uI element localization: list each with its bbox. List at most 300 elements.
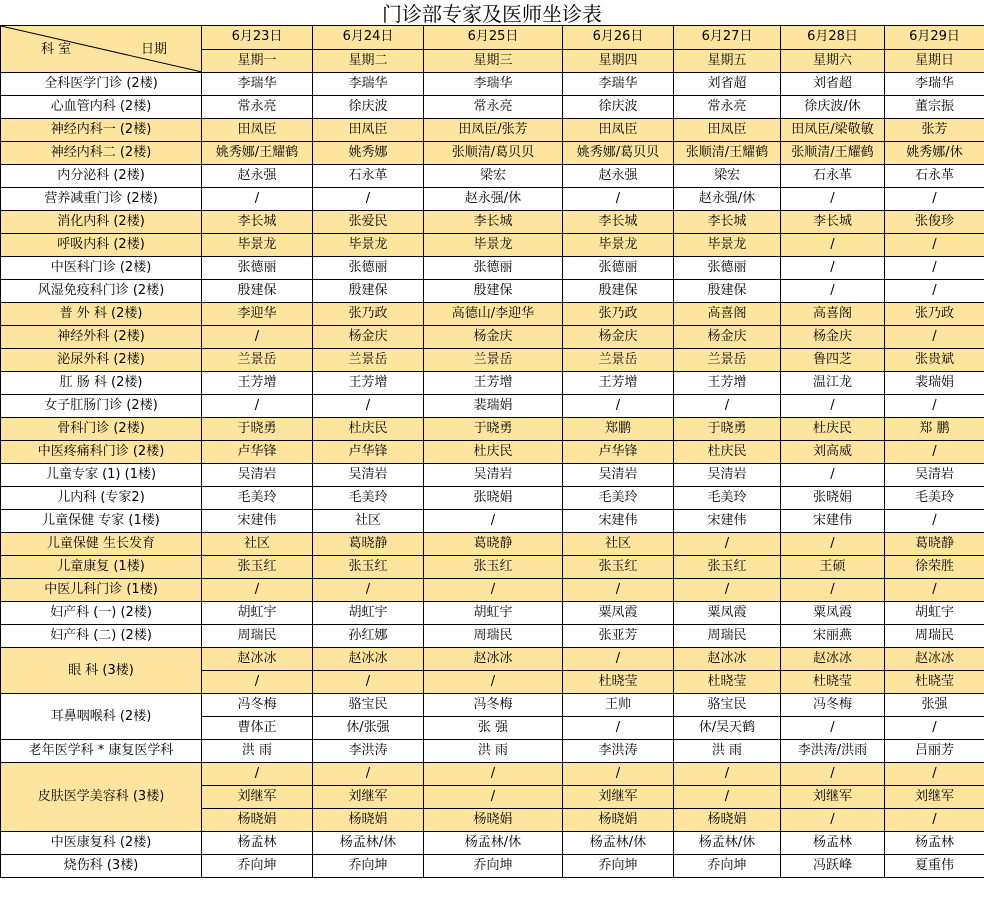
department-cell: 儿童保健 生长发育 — [1, 533, 202, 556]
doctor-cell: / — [885, 326, 984, 349]
doctor-cell: 张亚芳 — [563, 625, 674, 648]
department-cell: 老年医学科 * 康复医学科 — [1, 740, 202, 763]
weekday-cell: 星期一 — [202, 49, 313, 73]
doctor-cell: 张乃政 — [313, 303, 424, 326]
doctor-cell: 张玉红 — [202, 556, 313, 579]
doctor-cell: 兰景岳 — [424, 349, 563, 372]
doctor-cell: 毛美玲 — [313, 487, 424, 510]
doctor-cell: 杨孟林/休 — [563, 832, 674, 855]
doctor-cell: 姚秀娜 — [313, 142, 424, 165]
doctor-cell: 刘继军 — [202, 786, 313, 809]
doctor-cell: / — [563, 717, 674, 740]
department-cell: 肛 肠 科 (2楼) — [1, 372, 202, 395]
doctor-cell: 赵冰冰 — [202, 648, 313, 671]
doctor-cell: 葛晓静 — [424, 533, 563, 556]
doctor-cell: 李洪涛 — [563, 740, 674, 763]
doctor-cell: 董宗振 — [885, 96, 984, 119]
doctor-cell: / — [313, 763, 424, 786]
doctor-cell: 张德丽 — [202, 257, 313, 280]
doctor-cell: 王芳增 — [424, 372, 563, 395]
department-cell: 皮肤医学美容科 (3楼) — [1, 763, 202, 832]
doctor-cell: / — [424, 510, 563, 533]
doctor-cell: 赵冰冰 — [674, 648, 781, 671]
doctor-cell: / — [674, 533, 781, 556]
doctor-cell: 杨晓娟 — [674, 809, 781, 832]
table-row — [1, 349, 984, 372]
weekday-cell: 星期六 — [781, 49, 885, 73]
doctor-cell: 宋丽燕 — [781, 625, 885, 648]
doctor-cell: / — [781, 280, 885, 303]
table-row — [1, 556, 984, 579]
doctor-cell: 裴瑞娟 — [424, 395, 563, 418]
table-row — [1, 648, 984, 671]
doctor-cell: 温江龙 — [781, 372, 885, 395]
doctor-cell: 赵永强/休 — [424, 188, 563, 211]
corner-department-label: 科 室 — [41, 42, 72, 57]
doctor-cell: 乔向坤 — [674, 855, 781, 878]
doctor-cell: 冯冬梅 — [424, 694, 563, 717]
department-cell: 神经内科一 (2楼) — [1, 119, 202, 142]
doctor-cell: 曹体正 — [202, 717, 313, 740]
doctor-cell: / — [563, 763, 674, 786]
doctor-cell: 张德丽 — [674, 257, 781, 280]
doctor-cell: 孙红娜 — [313, 625, 424, 648]
table-row — [1, 303, 984, 326]
department-cell: 呼吸内科 (2楼) — [1, 234, 202, 257]
department-cell: 营养减重门诊 (2楼) — [1, 188, 202, 211]
doctor-cell: 吴清岩 — [202, 464, 313, 487]
doctor-cell: / — [202, 763, 313, 786]
doctor-cell: 洪 雨 — [674, 740, 781, 763]
doctor-cell: 于晓勇 — [202, 418, 313, 441]
doctor-cell: / — [781, 234, 885, 257]
doctor-cell: / — [781, 763, 885, 786]
doctor-cell: 张强 — [885, 694, 984, 717]
doctor-cell: / — [202, 579, 313, 602]
doctor-cell: 吴清岩 — [424, 464, 563, 487]
doctor-cell: 杜晓莹 — [674, 671, 781, 694]
page-title: 门诊部专家及医师坐诊表 — [382, 2, 602, 26]
doctor-cell: 杜庆民 — [313, 418, 424, 441]
doctor-cell: 郑鹏 — [563, 418, 674, 441]
doctor-cell: 张俊珍 — [885, 211, 984, 234]
doctor-cell: 兰景岳 — [674, 349, 781, 372]
doctor-cell: / — [781, 533, 885, 556]
table-row — [1, 73, 984, 96]
table-row — [1, 487, 984, 510]
header-date-row — [1, 26, 984, 50]
doctor-cell: 乔向坤 — [563, 855, 674, 878]
table-row — [1, 441, 984, 464]
doctor-cell: 王芳增 — [563, 372, 674, 395]
doctor-cell: 李长城 — [781, 211, 885, 234]
doctor-cell: / — [313, 395, 424, 418]
doctor-cell: 杨孟林 — [781, 832, 885, 855]
doctor-cell: / — [563, 395, 674, 418]
doctor-cell: / — [424, 671, 563, 694]
doctor-cell: 吴清岩 — [313, 464, 424, 487]
table-row — [1, 372, 984, 395]
doctor-cell: 冯跃峰 — [781, 855, 885, 878]
date-cell: 6月26日 — [563, 26, 674, 50]
doctor-cell: 毛美玲 — [202, 487, 313, 510]
doctor-cell: / — [781, 188, 885, 211]
doctor-cell: / — [202, 188, 313, 211]
doctor-cell: 杨金庆 — [674, 326, 781, 349]
doctor-cell: / — [885, 395, 984, 418]
doctor-cell: 李长城 — [563, 211, 674, 234]
table-row — [1, 579, 984, 602]
department-cell: 儿童康复 (1楼) — [1, 556, 202, 579]
doctor-cell: 王帅 — [563, 694, 674, 717]
doctor-cell: 殷建保 — [563, 280, 674, 303]
doctor-cell: 田凤臣 — [313, 119, 424, 142]
doctor-cell: 张顺清/王耀鹤 — [781, 142, 885, 165]
doctor-cell: 张玉红 — [424, 556, 563, 579]
doctor-cell: 胡虹宇 — [202, 602, 313, 625]
table-row — [1, 602, 984, 625]
doctor-cell: 杜庆民 — [424, 441, 563, 464]
doctor-cell: 李瑞华 — [313, 73, 424, 96]
doctor-cell: 葛晓静 — [885, 533, 984, 556]
doctor-cell: 粟凤霞 — [674, 602, 781, 625]
doctor-cell: 常永亮 — [424, 96, 563, 119]
doctor-cell: / — [885, 579, 984, 602]
doctor-cell: 张芳 — [885, 119, 984, 142]
doctor-cell: 宋建伟 — [202, 510, 313, 533]
doctor-cell: 周瑞民 — [885, 625, 984, 648]
doctor-cell: / — [424, 763, 563, 786]
doctor-cell: 殷建保 — [313, 280, 424, 303]
doctor-cell: 殷建保 — [202, 280, 313, 303]
doctor-cell: / — [313, 188, 424, 211]
doctor-cell: 杜晓莹 — [781, 671, 885, 694]
doctor-cell: 杨晓娟 — [313, 809, 424, 832]
department-cell: 泌尿外科 (2楼) — [1, 349, 202, 372]
table-row — [1, 280, 984, 303]
department-cell: 骨科门诊 (2楼) — [1, 418, 202, 441]
doctor-cell: 李长城 — [674, 211, 781, 234]
table-row — [1, 326, 984, 349]
doctor-cell: 田凤臣 — [202, 119, 313, 142]
department-cell: 消化内科 (2楼) — [1, 211, 202, 234]
doctor-cell: / — [674, 395, 781, 418]
doctor-cell: 殷建保 — [424, 280, 563, 303]
table-row — [1, 855, 984, 878]
doctor-cell: 兰景岳 — [202, 349, 313, 372]
doctor-cell: 毕景龙 — [313, 234, 424, 257]
doctor-cell: / — [885, 441, 984, 464]
doctor-cell: 胡虹宇 — [885, 602, 984, 625]
department-cell: 儿内科 (专家2) — [1, 487, 202, 510]
date-cell: 6月23日 — [202, 26, 313, 50]
doctor-cell: 胡虹宇 — [313, 602, 424, 625]
department-cell: 中医科门诊 (2楼) — [1, 257, 202, 280]
doctor-cell: / — [313, 671, 424, 694]
table-row — [1, 119, 984, 142]
date-cell: 6月25日 — [424, 26, 563, 50]
corner-diagonal — [1, 26, 202, 72]
table-row — [1, 395, 984, 418]
department-cell: 心血管内科 (2楼) — [1, 96, 202, 119]
doctor-cell: 杨金庆 — [781, 326, 885, 349]
doctor-cell: 王芳增 — [202, 372, 313, 395]
doctor-cell: 杜晓莹 — [563, 671, 674, 694]
doctor-cell: / — [885, 763, 984, 786]
doctor-cell: 休/张强 — [313, 717, 424, 740]
doctor-cell: 骆宝民 — [313, 694, 424, 717]
doctor-cell: 杨晓娟 — [563, 809, 674, 832]
doctor-cell: 石永革 — [313, 165, 424, 188]
doctor-cell: / — [674, 763, 781, 786]
table-row — [1, 740, 984, 763]
doctor-cell: 殷建保 — [674, 280, 781, 303]
doctor-cell: 刘继军 — [563, 786, 674, 809]
doctor-cell: 洪 雨 — [202, 740, 313, 763]
department-cell: 中医康复科 (2楼) — [1, 832, 202, 855]
doctor-cell: 姚秀娜/葛贝贝 — [563, 142, 674, 165]
doctor-cell: 李洪涛 — [313, 740, 424, 763]
doctor-cell: 李洪涛/洪雨 — [781, 740, 885, 763]
doctor-cell: / — [674, 579, 781, 602]
doctor-cell: 赵冰冰 — [424, 648, 563, 671]
department-cell: 耳鼻咽喉科 (2楼) — [1, 694, 202, 740]
doctor-cell: 杨金庆 — [563, 326, 674, 349]
doctor-cell: 兰景岳 — [313, 349, 424, 372]
corner-header-cell — [1, 26, 202, 73]
doctor-cell: 冯冬梅 — [202, 694, 313, 717]
doctor-cell: 杨金庆 — [313, 326, 424, 349]
department-cell: 妇产科 (二) (2楼) — [1, 625, 202, 648]
doctor-cell: 吕丽芳 — [885, 740, 984, 763]
doctor-cell: 高德山/李迎华 — [424, 303, 563, 326]
doctor-cell: 冯冬梅 — [781, 694, 885, 717]
doctor-cell: 梁宏 — [424, 165, 563, 188]
weekday-cell: 星期二 — [313, 49, 424, 73]
doctor-cell: 田凤臣 — [674, 119, 781, 142]
doctor-cell: 高喜阁 — [781, 303, 885, 326]
department-cell: 内分泌科 (2楼) — [1, 165, 202, 188]
doctor-cell: 张德丽 — [313, 257, 424, 280]
doctor-cell: 王芳增 — [674, 372, 781, 395]
table-row — [1, 234, 984, 257]
doctor-cell: 社区 — [202, 533, 313, 556]
doctor-cell: 毕景龙 — [674, 234, 781, 257]
doctor-cell: 毕景龙 — [202, 234, 313, 257]
date-cell: 6月29日 — [885, 26, 984, 50]
weekday-cell: 星期三 — [424, 49, 563, 73]
doctor-cell: 刘继军 — [313, 786, 424, 809]
doctor-cell: 于晓勇 — [674, 418, 781, 441]
doctor-cell: 徐庆波 — [563, 96, 674, 119]
doctor-cell: 常永亮 — [674, 96, 781, 119]
doctor-cell: 高喜阁 — [674, 303, 781, 326]
doctor-cell: 休/吴天鹤 — [674, 717, 781, 740]
doctor-cell: 周瑞民 — [202, 625, 313, 648]
doctor-cell: 张德丽 — [563, 257, 674, 280]
doctor-cell: 吴清岩 — [674, 464, 781, 487]
doctor-cell: 毛美玲 — [563, 487, 674, 510]
table-row — [1, 142, 984, 165]
doctor-cell: 张晓娟 — [424, 487, 563, 510]
doctor-cell: 杨孟林/休 — [313, 832, 424, 855]
doctor-cell: 田凤臣/张芳 — [424, 119, 563, 142]
doctor-cell: 李瑞华 — [202, 73, 313, 96]
doctor-cell: / — [885, 257, 984, 280]
doctor-cell: 赵冰冰 — [313, 648, 424, 671]
doctor-cell: 毕景龙 — [563, 234, 674, 257]
department-cell: 妇产科 (一) (2楼) — [1, 602, 202, 625]
weekday-cell: 星期四 — [563, 49, 674, 73]
department-cell: 神经外科 (2楼) — [1, 326, 202, 349]
doctor-cell: / — [563, 648, 674, 671]
doctor-cell: 赵永强/休 — [674, 188, 781, 211]
department-cell: 中医疼痛科门诊 (2楼) — [1, 441, 202, 464]
doctor-cell: 张顺清/王耀鹤 — [674, 142, 781, 165]
table-row — [1, 418, 984, 441]
doctor-cell: / — [885, 280, 984, 303]
doctor-cell: 杜晓莹 — [885, 671, 984, 694]
table-row — [1, 832, 984, 855]
department-cell: 中医儿科门诊 (1楼) — [1, 579, 202, 602]
doctor-cell: 卢华锋 — [563, 441, 674, 464]
department-cell: 眼 科 (3楼) — [1, 648, 202, 694]
doctor-cell: 刘省超 — [781, 73, 885, 96]
doctor-cell: 张爱民 — [313, 211, 424, 234]
doctor-cell: / — [202, 326, 313, 349]
doctor-cell: 常永亮 — [202, 96, 313, 119]
table-row — [1, 533, 984, 556]
doctor-cell: 吴清岩 — [563, 464, 674, 487]
doctor-cell: 杨晓娟 — [202, 809, 313, 832]
doctor-cell: 刘省超 — [674, 73, 781, 96]
doctor-cell: 张乃政 — [563, 303, 674, 326]
doctor-cell: 梁宏 — [674, 165, 781, 188]
doctor-cell: 杨孟林 — [885, 832, 984, 855]
doctor-cell: / — [781, 257, 885, 280]
doctor-cell: / — [424, 786, 563, 809]
doctor-cell: 姚秀娜/休 — [885, 142, 984, 165]
doctor-cell: 杨金庆 — [424, 326, 563, 349]
doctor-cell: 裴瑞娟 — [885, 372, 984, 395]
doctor-cell: 社区 — [313, 510, 424, 533]
doctor-cell: 杨孟林 — [202, 832, 313, 855]
doctor-cell: 张 强 — [424, 717, 563, 740]
doctor-cell: / — [781, 809, 885, 832]
doctor-cell: 社区 — [563, 533, 674, 556]
date-cell: 6月24日 — [313, 26, 424, 50]
doctor-cell: / — [202, 671, 313, 694]
table-row — [1, 257, 984, 280]
doctor-cell: 李长城 — [202, 211, 313, 234]
schedule-table — [0, 25, 984, 878]
department-cell: 普 外 科 (2楼) — [1, 303, 202, 326]
doctor-cell: 周瑞民 — [424, 625, 563, 648]
weekday-cell: 星期五 — [674, 49, 781, 73]
doctor-cell: 王芳增 — [313, 372, 424, 395]
doctor-cell: 赵永强 — [202, 165, 313, 188]
doctor-cell: 李长城 — [424, 211, 563, 234]
date-cell: 6月27日 — [674, 26, 781, 50]
doctor-cell: / — [674, 786, 781, 809]
doctor-cell: 刘继军 — [885, 786, 984, 809]
doctor-cell: / — [563, 188, 674, 211]
doctor-cell: 徐庆波 — [313, 96, 424, 119]
doctor-cell: 田凤臣 — [563, 119, 674, 142]
doctor-cell: 张贵斌 — [885, 349, 984, 372]
department-cell: 烧伤科 (3楼) — [1, 855, 202, 878]
doctor-cell: 赵冰冰 — [781, 648, 885, 671]
department-cell: 儿童专家 (1) (1楼) — [1, 464, 202, 487]
doctor-cell: 刘高威 — [781, 441, 885, 464]
doctor-cell: / — [885, 809, 984, 832]
doctor-cell: 张德丽 — [424, 257, 563, 280]
doctor-cell: / — [885, 234, 984, 257]
doctor-cell: / — [202, 395, 313, 418]
doctor-cell: 乔向坤 — [424, 855, 563, 878]
doctor-cell: 毕景龙 — [424, 234, 563, 257]
doctor-cell: 李迎华 — [202, 303, 313, 326]
doctor-cell: 宋建伟 — [563, 510, 674, 533]
doctor-cell: 兰景岳 — [563, 349, 674, 372]
doctor-cell: 徐庆波/休 — [781, 96, 885, 119]
doctor-cell: 王硕 — [781, 556, 885, 579]
table-row — [1, 510, 984, 533]
doctor-cell: / — [563, 579, 674, 602]
doctor-cell: 于晓勇 — [424, 418, 563, 441]
table-row — [1, 96, 984, 119]
department-cell: 女子肛肠门诊 (2楼) — [1, 395, 202, 418]
doctor-cell: 夏重伟 — [885, 855, 984, 878]
doctor-cell: 毛美玲 — [674, 487, 781, 510]
table-row — [1, 464, 984, 487]
department-cell: 全科医学门诊 (2楼) — [1, 73, 202, 96]
department-cell: 儿童保健 专家 (1楼) — [1, 510, 202, 533]
doctor-cell: 吴清岩 — [885, 464, 984, 487]
doctor-cell: 宋建伟 — [674, 510, 781, 533]
doctor-cell: / — [781, 395, 885, 418]
corner-date-label: 日期 — [141, 42, 168, 57]
doctor-cell: 徐荣胜 — [885, 556, 984, 579]
table-row — [1, 694, 984, 717]
doctor-cell: 乔向坤 — [202, 855, 313, 878]
doctor-cell: / — [313, 579, 424, 602]
table-row — [1, 763, 984, 786]
doctor-cell: / — [424, 579, 563, 602]
doctor-cell: 赵永强 — [563, 165, 674, 188]
doctor-cell: / — [781, 579, 885, 602]
doctor-cell: / — [781, 717, 885, 740]
doctor-cell: 杜庆民 — [674, 441, 781, 464]
doctor-cell: 刘继军 — [781, 786, 885, 809]
doctor-cell: 胡虹宇 — [424, 602, 563, 625]
table-row — [1, 188, 984, 211]
doctor-cell: 姚秀娜/王耀鹤 — [202, 142, 313, 165]
doctor-cell: 赵冰冰 — [885, 648, 984, 671]
doctor-cell: 卢华锋 — [202, 441, 313, 464]
doctor-cell: 葛晓静 — [313, 533, 424, 556]
table-row — [1, 211, 984, 234]
doctor-cell: 鲁四芝 — [781, 349, 885, 372]
department-cell: 风湿免疫科门诊 (2楼) — [1, 280, 202, 303]
doctor-cell: 乔向坤 — [313, 855, 424, 878]
department-cell: 神经内科二 (2楼) — [1, 142, 202, 165]
doctor-cell: 杨晓娟 — [424, 809, 563, 832]
weekday-cell: 星期日 — [885, 49, 984, 73]
doctor-cell: 宋建伟 — [781, 510, 885, 533]
doctor-cell: 张晓娟 — [781, 487, 885, 510]
doctor-cell: 卢华锋 — [313, 441, 424, 464]
